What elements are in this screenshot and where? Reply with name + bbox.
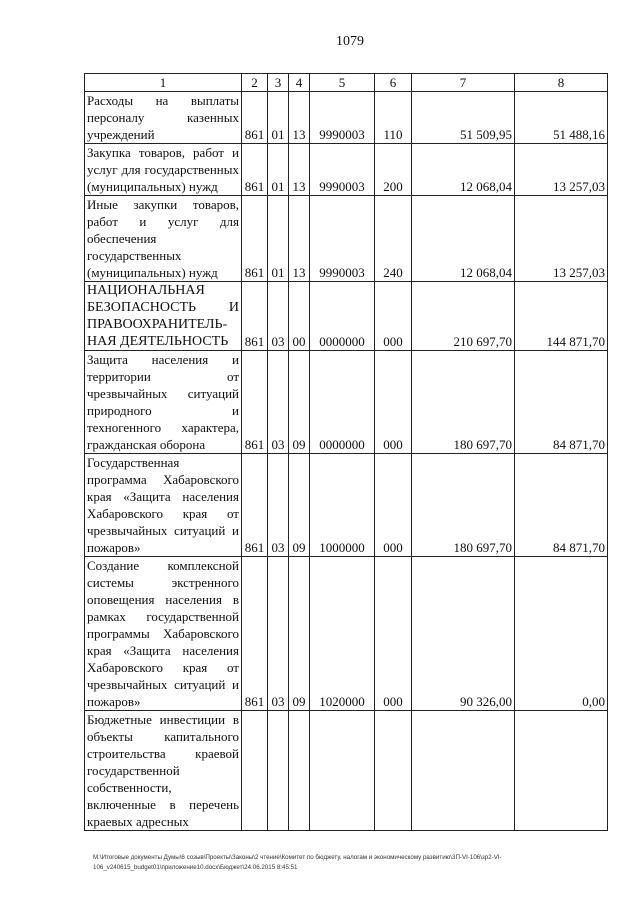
row-ministry-code: 861	[242, 196, 268, 282]
row-target-code: 0000000	[310, 282, 375, 351]
row-amount-2016: 51 509,95	[412, 92, 515, 144]
header-col-4: 4	[289, 74, 310, 92]
document-path-footer: M:\Итоговые документы Думы\6 созыв\Проекты\Законы\2 чтение\Комитет по бюджету, налогам и экономическому развитию\3П-VI-106\зр2-VI-106_v240615_budget01\приложение10.docx\Бюджет\24.06.2015 8:45:51	[93, 854, 502, 871]
row-expense-type: 240	[375, 196, 412, 282]
row-section-code: 03	[268, 351, 289, 454]
row-amount-2016: 180 697,70	[412, 454, 515, 557]
row-name: Бюджетные инвестиции в объекты капитального строительства краевой государственной собственности, включенные в перечень краевых адресных	[85, 711, 242, 831]
header-col-6: 6	[375, 74, 412, 92]
row-name: Создание комплексной системы экстренного оповещения населения в рамках государственной программы Хабаровского края «Защита населения Хабаровского края от чрезвычайных ситуаций и пожаров»	[85, 557, 242, 711]
row-expense-type: 000	[375, 454, 412, 557]
row-subsection-code: 09	[289, 454, 310, 557]
row-amount-2016: 12 068,04	[412, 144, 515, 196]
row-ministry-code	[242, 711, 268, 831]
budget-table	[84, 73, 608, 831]
row-target-code: 9990003	[310, 92, 375, 144]
header-col-5: 5	[310, 74, 375, 92]
row-section-code: 01	[268, 144, 289, 196]
row-subsection-code: 09	[289, 351, 310, 454]
row-amount-2017: 84 871,70	[515, 351, 608, 454]
header-col-2: 2	[242, 74, 268, 92]
row-target-code: 1000000	[310, 454, 375, 557]
row-subsection-code: 13	[289, 144, 310, 196]
row-amount-2016: 12 068,04	[412, 196, 515, 282]
table-row	[85, 282, 608, 351]
row-amount-2017	[515, 711, 608, 831]
header-row	[85, 74, 608, 92]
row-name: Иные закупки товаров, работ и услуг для обеспечения государственных (муниципальных) нужд	[85, 196, 242, 282]
row-expense-type	[375, 711, 412, 831]
row-section-code	[268, 711, 289, 831]
row-target-code: 1020000	[310, 557, 375, 711]
row-expense-type: 000	[375, 282, 412, 351]
row-ministry-code: 861	[242, 282, 268, 351]
row-subsection-code: 13	[289, 196, 310, 282]
table-row	[85, 196, 608, 282]
row-amount-2016	[412, 711, 515, 831]
row-amount-2017: 13 257,03	[515, 196, 608, 282]
header-col-1: 1	[85, 74, 242, 92]
table-row	[85, 144, 608, 196]
table-row	[85, 711, 608, 831]
row-amount-2017: 84 871,70	[515, 454, 608, 557]
row-target-code: 9990003	[310, 196, 375, 282]
row-name: Расходы на выплаты персоналу казенных учреждений	[85, 92, 242, 144]
table-row	[85, 557, 608, 711]
row-target-code: 9990003	[310, 144, 375, 196]
row-name: Государственная программа Хабаровского края «Защита населения Хабаровского края от чрезвычайных ситуаций и пожаров»	[85, 454, 242, 557]
row-section-code: 01	[268, 92, 289, 144]
row-name: НАЦИОНАЛЬНАЯ БЕЗОПАСНОСТЬ И ПРАВООХРАНИТЕЛЬ-НАЯ ДЕЯТЕЛЬНОСТЬ	[85, 282, 242, 351]
row-subsection-code	[289, 711, 310, 831]
row-section-code: 03	[268, 454, 289, 557]
row-amount-2017: 0,00	[515, 557, 608, 711]
row-name: Защита населения и территории от чрезвычайных ситуаций природного и техногенного характера, гражданская оборона	[85, 351, 242, 454]
row-amount-2017: 51 488,16	[515, 92, 608, 144]
row-ministry-code: 861	[242, 557, 268, 711]
row-ministry-code: 861	[242, 144, 268, 196]
row-section-code: 01	[268, 196, 289, 282]
header-col-8: 8	[515, 74, 608, 92]
table-row	[85, 92, 608, 144]
row-subsection-code: 13	[289, 92, 310, 144]
row-ministry-code: 861	[242, 92, 268, 144]
row-expense-type: 110	[375, 92, 412, 144]
row-ministry-code: 861	[242, 454, 268, 557]
table-row	[85, 454, 608, 557]
row-amount-2016: 90 326,00	[412, 557, 515, 711]
row-target-code: 0000000	[310, 351, 375, 454]
row-amount-2017: 144 871,70	[515, 282, 608, 351]
row-amount-2016: 180 697,70	[412, 351, 515, 454]
row-section-code: 03	[268, 282, 289, 351]
header-col-7: 7	[412, 74, 515, 92]
row-subsection-code: 09	[289, 557, 310, 711]
row-expense-type: 000	[375, 351, 412, 454]
row-target-code	[310, 711, 375, 831]
page-number: 1079	[336, 34, 364, 49]
header-col-3: 3	[268, 74, 289, 92]
row-expense-type: 000	[375, 557, 412, 711]
row-expense-type: 200	[375, 144, 412, 196]
table-row	[85, 351, 608, 454]
row-subsection-code: 00	[289, 282, 310, 351]
row-name: Закупка товаров, работ и услуг для государственных (муниципальных) нужд	[85, 144, 242, 196]
row-amount-2016: 210 697,70	[412, 282, 515, 351]
row-ministry-code: 861	[242, 351, 268, 454]
row-amount-2017: 13 257,03	[515, 144, 608, 196]
row-section-code: 03	[268, 557, 289, 711]
